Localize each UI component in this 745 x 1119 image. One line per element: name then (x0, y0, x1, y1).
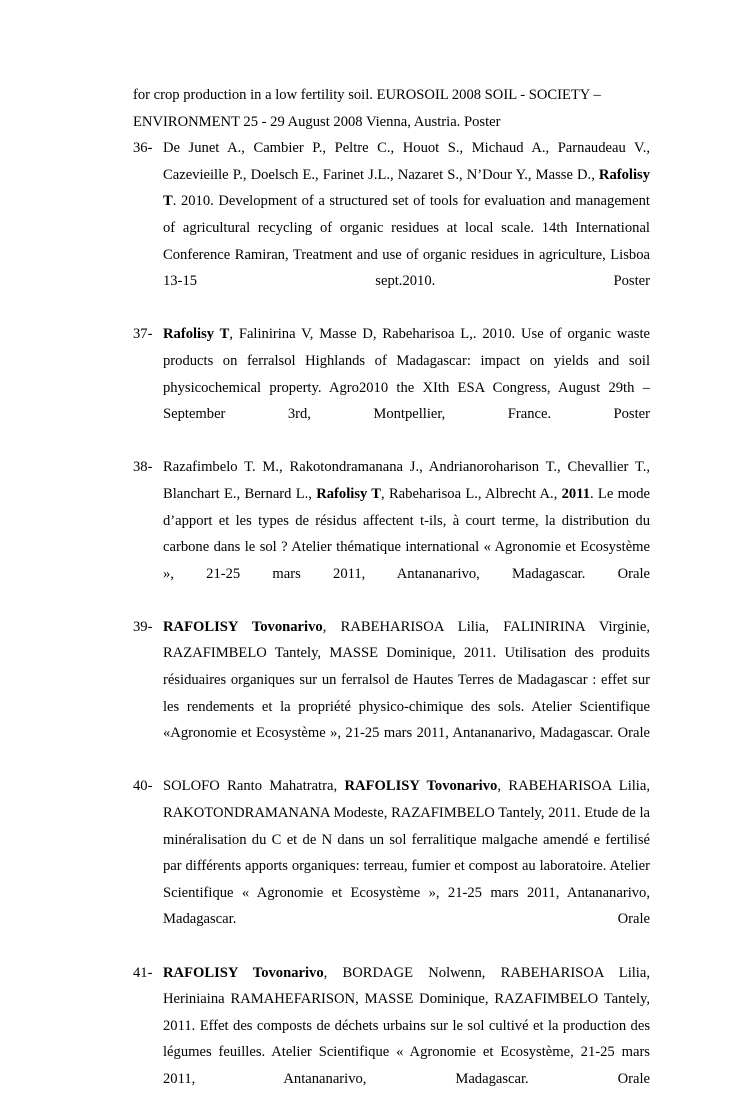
reference-text (163, 321, 650, 454)
reference-list (133, 135, 650, 1119)
reference-number: 36- (133, 140, 153, 157)
reference-text (163, 614, 650, 774)
reference-entry (133, 614, 650, 774)
reference-number: 37- (133, 326, 153, 343)
reference-segment: , RABEHARISOA Lilia, FALINIRINA Virginie, RAZAFIMBELO Tantely, MASSE Dominique, 2011. Utilisation des produits résiduaires organiques sur un ferralsol de Hautes Terres de Madagascar : effet sur les rendements et la propriété physico-chimique des sols. Atelier Scientifique «Agronomie et Ecosystème », 21-25 mars 2011, Antananarivo, Madagascar. Orale (163, 618, 650, 742)
reference-highlight: RAFOLISY Tovonarivo (163, 618, 323, 635)
reference-segment: De Junet A., Cambier P., Peltre C., Houot S., Michaud A., Parnaudeau V., Cazevieille P., Doelsch E., Farinet J.L., Nazaret S., N’Dour Y., Masse D., (163, 140, 650, 183)
reference-highlight: Rafolisy T (316, 485, 382, 502)
reference-highlight: RAFOLISY Tovonarivo (163, 964, 324, 981)
reference-segment: , RABEHARISOA Lilia, RAKOTONDRAMANANA Modeste, RAZAFIMBELO Tantely, 2011. Etude de la minéralisation du C et de N dans un sol ferralitique malgache amendé e fertilisé par différents apports organiques: terreau, fumier et compost au laboratoire. Atelier Scientifique « Agronomie et Ecosystème », 21-25 mars 2011, Antananarivo, Madagascar. Orale (163, 778, 650, 928)
reference-text (163, 135, 650, 321)
reference-number: 41- (133, 964, 153, 981)
continuation-line: for crop production in a low fertility soil. EUROSOIL 2008 SOIL - SOCIETY – (133, 87, 601, 103)
reference-segment: . 2010. Development of a structured set of tools for evaluation and management of agricultural recycling of organic residues at local scale. 14th International Conference Ramiran, Treatment and use of organic residues in agriculture, Lisboa 13-15 sept.2010. Poster (163, 193, 650, 290)
reference-number: 38- (133, 459, 153, 476)
reference-number: 39- (133, 618, 153, 635)
reference-highlight: 2011 (561, 485, 591, 502)
reference-segment: Razafimbelo T. M., Rakotondramanana J., Andrianoroharison T., Chevallier T., Blanchart E., Bernard L., (163, 459, 650, 502)
continuation-paragraph (133, 82, 650, 135)
reference-entry (133, 454, 650, 614)
reference-text (163, 960, 650, 1119)
reference-segment: . Le mode d’apport et les types de résidus affectent t-ils, à court terme, la distribution du carbone dans le sol ? Atelier thématique international « Agronomie et Ecosystème », 21-25 mars 2011, Antananarivo, Madagascar. Orale (163, 485, 651, 582)
reference-entry (133, 773, 650, 959)
reference-segment: SOLOFO Ranto Mahatratra, (163, 778, 345, 795)
reference-entry (133, 135, 650, 321)
continuation-line: ENVIRONMENT 25 - 29 August 2008 Vienna, Austria. Poster (133, 113, 501, 130)
reference-highlight: RAFOLISY Tovonarivo (344, 778, 498, 795)
reference-highlight: Rafolisy T (163, 166, 650, 210)
reference-segment: , BORDAGE Nolwenn, RABEHARISOA Lilia, Heriniaina RAMAHEFARISON, MASSE Dominique, RAZAFIMBELO Tantely, 2011. Effet des composts de déchets urbains sur le sol cultivé et la production des légumes feuilles. Atelier Scientifique « Agronomie et Ecosystème, 21-25 mars 2011, Antananarivo, Madagascar. Orale (163, 964, 650, 1087)
reference-highlight: Rafolisy T (163, 326, 230, 343)
reference-entry (133, 321, 650, 454)
reference-segment: , Rabeharisoa L., Albrecht A., (381, 485, 562, 502)
reference-segment: , Falinirina V, Masse D, Rabeharisoa L,. 2010. Use of organic waste products on ferralsol Highlands of Madagascar: impact on yields and soil physicochemical property. Agro2010 the XIth ESA Congress, August 29th – September 3rd, Montpellier, France. Poster (163, 326, 651, 423)
reference-number: 40- (133, 778, 153, 795)
reference-text (163, 454, 650, 614)
reference-text (163, 773, 650, 959)
reference-entry (133, 960, 650, 1119)
